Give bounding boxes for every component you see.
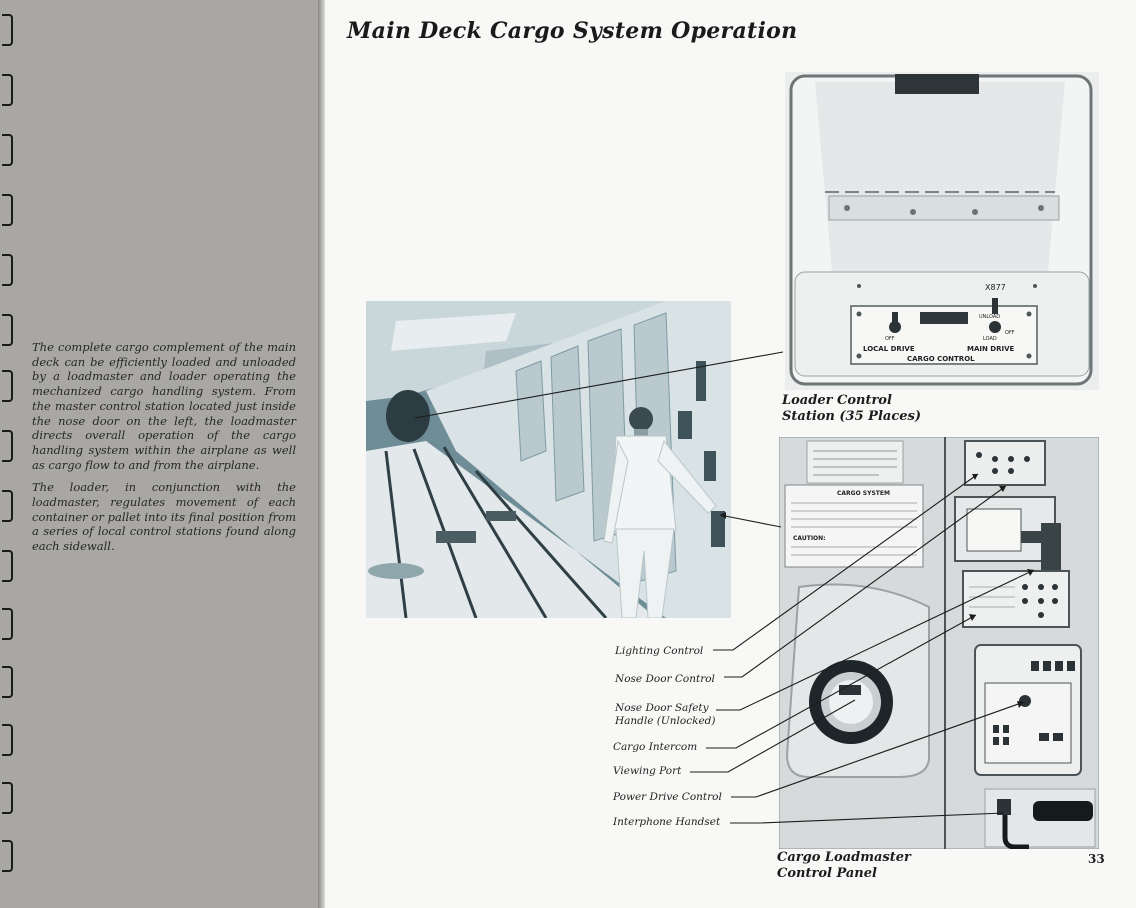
placard-title: CARGO SYSTEM (837, 490, 890, 497)
binding-ring (2, 14, 13, 46)
binding-ring (2, 666, 13, 698)
binding-ring (2, 608, 13, 640)
loadmaster-panel-caption-line2: Control Panel (777, 866, 877, 881)
callout-nose-door-safety-handle (615, 702, 715, 728)
callout-lighting-control: Lighting Control (615, 645, 704, 657)
binding-ring (2, 782, 13, 814)
binding-ring (2, 314, 13, 346)
load-label: LOAD (983, 336, 997, 342)
local-drive-label: LOCAL DRIVE (863, 345, 915, 353)
binding-ring (2, 840, 13, 872)
spiral-binding (0, 0, 16, 908)
intro-paragraph-1: The complete cargo complement of the main deck can be efficiently loaded and unloaded by a loadmaster and loader operating the mechanized cargo handling system. From the master control station located just inside the nose door on the left, the loadmaster directs overall operation of the cargo handling system within the airplane as well as cargo flow to and from the airplane. (32, 340, 296, 472)
cargo-control-label: CARGO CONTROL (907, 355, 975, 363)
callout-nose-door-safety-line2: Handle (Unlocked) (615, 715, 716, 727)
binding-ring (2, 430, 13, 462)
callout-nose-door-safety-line1: Nose Door Safety (615, 702, 709, 714)
binding-ring (2, 490, 13, 522)
x877-label: X877 (985, 283, 1006, 292)
callout-nose-door-control: Nose Door Control (615, 673, 715, 685)
cargo-hold-photo (366, 301, 731, 618)
loadmaster-panel-caption (777, 850, 911, 882)
intro-paragraph-2: The loader, in conjunction with the loadmaster, regulates movement of each container or pallet into its final position from a series of local control stations found along each sidewall. (32, 480, 296, 554)
callout-interphone-handset: Interphone Handset (613, 816, 721, 828)
callout-power-drive-control: Power Drive Control (613, 791, 722, 803)
page-title: Main Deck Cargo System Operation (347, 18, 798, 44)
loadmaster-panel-caption-line1: Cargo Loadmaster (777, 850, 911, 865)
unload-label: UNLOAD (979, 314, 1001, 320)
binding-ring (2, 370, 13, 402)
binding-ring (2, 134, 13, 166)
off-right-label: OFF (1005, 330, 1015, 336)
callout-cargo-intercom: Cargo Intercom (613, 741, 698, 753)
loader-station-caption-line2: Station (35 Places) (782, 409, 921, 424)
page-number: 33 (1088, 852, 1105, 866)
loader-station-caption-line1: Loader Control (782, 393, 892, 408)
loadmaster-panel-photo (779, 437, 1099, 849)
main-drive-label: MAIN DRIVE (967, 345, 1015, 353)
callout-viewing-port: Viewing Port (613, 765, 682, 777)
binding-ring (2, 194, 13, 226)
loader-station-caption (782, 393, 921, 425)
binding-ring (2, 74, 13, 106)
binding-ring (2, 724, 13, 756)
loader-control-station-photo (785, 72, 1099, 390)
placard-caution: CAUTION: (793, 535, 826, 542)
binding-ring (2, 550, 13, 582)
left-page (0, 0, 325, 908)
intro-text (32, 340, 296, 562)
off-left-label: OFF (885, 336, 895, 342)
binding-ring (2, 254, 13, 286)
